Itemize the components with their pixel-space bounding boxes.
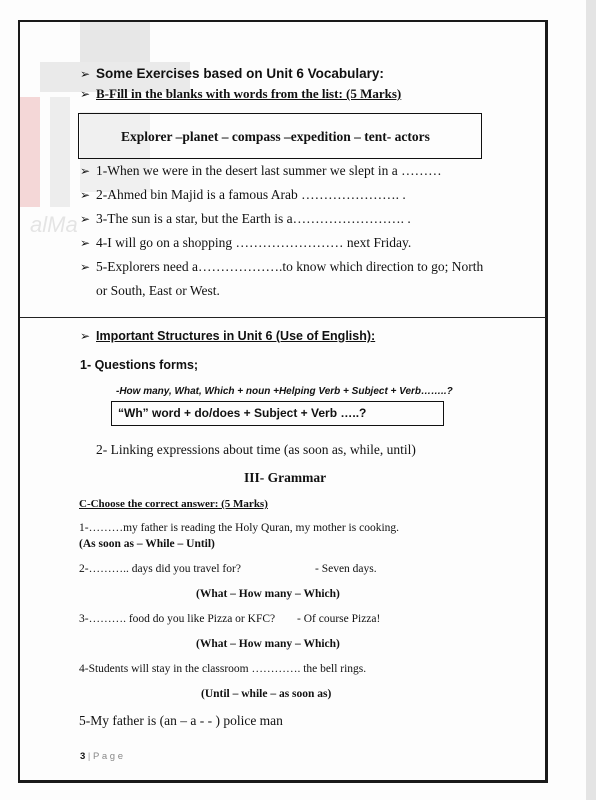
question-2-options: (What – How many – Which) (196, 588, 340, 600)
fill-item-3: ➢ 3-The sun is a star, but the Earth is a……………………. . (80, 211, 411, 226)
question-5: 5-My father is (an – a - - ) police man (79, 713, 283, 728)
viewer-margin (586, 0, 596, 800)
page-footer: 3 | P a g e (80, 751, 123, 762)
page-number: 3 (80, 751, 86, 762)
fill-item-1: ➢ 1-When we were in the desert last summer we slept in a ……… (80, 163, 442, 178)
grammar-heading: III- Grammar (244, 470, 327, 485)
question-2-answer: - Seven days. (315, 563, 377, 575)
structures-heading: ➢ Important Structures in Unit 6 (Use of English): (80, 329, 376, 343)
bullet-arrow-icon: ➢ (80, 236, 91, 250)
part-b-heading: ➢ B-Fill in the blanks with words from the list: (5 Marks) (80, 86, 402, 101)
question-3-answer: - Of course Pizza! (297, 613, 381, 625)
bullet-arrow-icon: ➢ (80, 329, 91, 343)
word-list: Explorer –planet – compass –expedition – tent- actors (121, 129, 430, 144)
formula-wh: “Wh” word + do/does + Subject + Verb …..? (118, 406, 367, 420)
bullet-arrow-icon: ➢ (80, 67, 91, 81)
part-c-heading: C-Choose the correct answer: (5 Marks) (79, 498, 268, 510)
bullet-arrow-icon: ➢ (80, 188, 91, 202)
fill-item-2: ➢ 2-Ahmed bin Majid is a famous Arab …………………. . (80, 187, 406, 202)
questions-forms-heading: 1- Questions forms; (80, 358, 199, 372)
bullet-arrow-icon: ➢ (80, 260, 91, 274)
formula-how-many: -How many, What, Which + noun +Helping Verb + Subject + Verb……..? (116, 386, 453, 397)
fill-item-4: ➢ 4-I will go on a shopping …………………… next Friday. (80, 235, 412, 250)
section-divider (20, 317, 546, 318)
bullet-arrow-icon: ➢ (80, 87, 91, 101)
fill-item-5: ➢ 5-Explorers need a……………….to know which direction to go; North (80, 259, 484, 274)
fill-item-5-continued: or South, East or West. (96, 283, 220, 298)
bullet-arrow-icon: ➢ (80, 164, 91, 178)
section-heading: ➢ Some Exercises based on Unit 6 Vocabulary: (80, 66, 384, 81)
question-3: 3-………. food do you like Pizza or KFC? (79, 613, 276, 625)
question-2: 2-……….. days did you travel for? (79, 563, 241, 575)
question-4: 4-Students will stay in the classroom …………. the bell rings. (79, 663, 367, 675)
svg-text:alMa: alMa (30, 212, 78, 237)
linking-expressions: 2- Linking expressions about time (as soon as, while, until) (96, 442, 416, 457)
page-label: P a g e (93, 751, 123, 762)
question-4-options: (Until – while – as soon as) (201, 688, 332, 700)
bullet-arrow-icon: ➢ (80, 212, 91, 226)
question-1-options: (As soon as – While – Until) (79, 538, 215, 550)
question-1: 1-………my father is reading the Holy Quran, my mother is cooking. (79, 522, 400, 534)
question-3-options: (What – How many – Which) (196, 638, 340, 650)
